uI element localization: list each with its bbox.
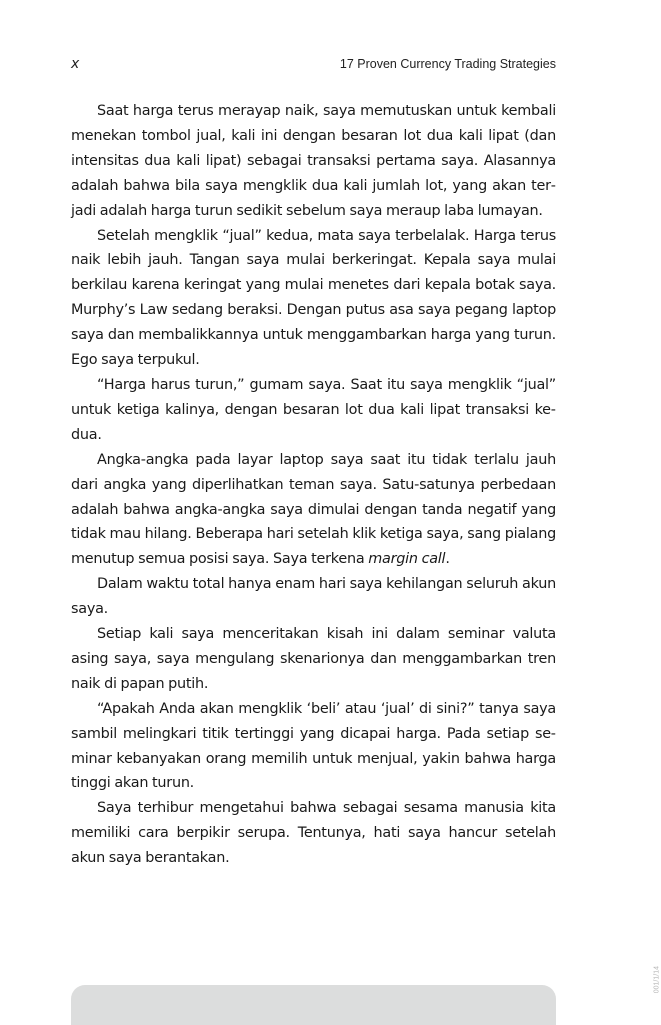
paragraph-6: Setiap kali saya menceritakan kisah ini dalam seminar valuta asing saya, saya mengulang skenarionya dan menggambarkan tren naik di papan putih. (71, 626, 556, 692)
paragraph-2: Setelah mengklik “jual” kedua, mata saya terbelalak. Harga terus naik lebih jauh. Tangan saya mulai berkeringat. Kepala saya mulai berkilau karena keringat yang mulai menetes dari kepala botak saya. Murphy’s Law sedang beraksi. Dengan putus asa saya pegang laptop saya dan membalikkannya untuk menggambarkan harga yang turun. Ego saya terpukul. (71, 227, 556, 369)
paragraph-4-text: Angka-angka pada layar laptop saya saat itu tidak terlalu jauh dari angka yang diperlihatkan teman saya. Satu-satunya perbedaan adalah bahwa angka-angka saya dimulai dengan tanda negatif yang tidak mau hilang. Beberapa hari setelah klik ketiga saya, sang pialang menutup semua posisi saya. Saya terkena (71, 451, 556, 568)
italic-term: margin call (368, 551, 446, 568)
paragraph-1: Saat harga terus merayap naik, saya memutuskan untuk kembali menekan tombol jual, kali ini dengan besaran lot dua kali lipat (dan intensitas dua kali lipat) sebagai transaksi pertama saya. Alasannya adalah bahwa bila saya mengklik dua kali jumlah lot, yang akan terjadi adalah harga turun sedikit sebelum saya meraup laba lumayan. (71, 103, 556, 219)
page-number: x (71, 56, 80, 72)
running-header (71, 56, 556, 76)
paragraph-4: Angka-angka pada layar laptop saya saat itu tidak terlalu jauh dari angka yang diperlihatkan teman saya. Satu-satunya perbedaan adalah bahwa angka-angka saya dimulai dengan tanda negatif yang tidak mau hilang. Beberapa hari setelah klik ketiga saya, sang pialang menutup semua posisi saya. Saya terkena margin call. (71, 451, 556, 568)
paragraph-5: Dalam waktu total hanya enam hari saya kehilangan seluruh akun saya. (71, 576, 556, 618)
footer-grey-box (71, 985, 556, 1025)
paragraph-3: “Harga harus turun,” gumam saya. Saat itu saya mengklik “jual” untuk ketiga kalinya, dengan besaran lot dua kali lipat transaksi kedua. (71, 376, 556, 443)
paragraph-8: Saya terhibur mengetahui bahwa sebagai sesama manusia kita memiliki cara berpikir serupa. Tentunya, hati saya hancur setelah akun saya berantakan. (71, 800, 556, 867)
paragraph-7: “Apakah Anda akan mengklik ‘beli’ atau ‘jual’ di sini?” tanya saya sambil melingkari titik tertinggi yang dicapai harga. Pada setiap seminar kebanyakan orang memilih untuk menjual, yakin bahwa harga tinggi akan turun. (71, 700, 556, 792)
side-print-code: 001/1/14 (653, 966, 660, 994)
running-title: 17 Proven Currency Trading Strategies (339, 57, 556, 71)
body-text (71, 99, 556, 871)
